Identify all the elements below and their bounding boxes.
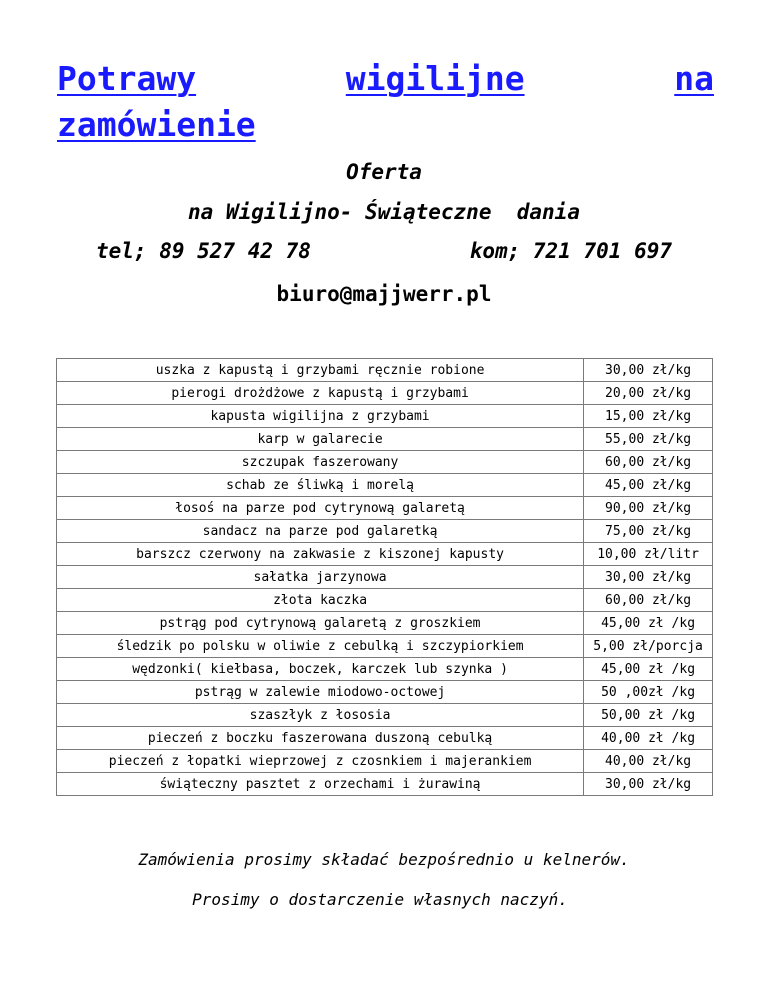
dish-price-cell: 45,00 zł/kg	[584, 474, 713, 497]
dish-name-cell: pstrąg pod cytrynową galaretą z groszkiem	[57, 612, 584, 635]
page-title-line-2: zamówienie	[57, 105, 256, 144]
dish-price-cell: 40,00 zł /kg	[584, 727, 713, 750]
title-word-3: na	[674, 59, 714, 98]
table-row	[57, 382, 713, 405]
dish-price-cell: 30,00 zł/kg	[584, 359, 713, 382]
dish-name-cell: łosoś na parze pod cytrynową galaretą	[57, 497, 584, 520]
page-title-line-1	[57, 56, 714, 102]
offer-heading: Oferta	[346, 160, 422, 184]
dish-name-cell: wędzonki( kiełbasa, boczek, karczek lub szynka )	[57, 658, 584, 681]
dish-price-cell: 55,00 zł/kg	[584, 428, 713, 451]
dish-price-cell: 50 ,00zł /kg	[584, 681, 713, 704]
table-row	[57, 704, 713, 727]
dish-price-cell: 15,00 zł/kg	[584, 405, 713, 428]
table-row	[57, 635, 713, 658]
dish-name-cell: uszka z kapustą i grzybami ręcznie robione	[57, 359, 584, 382]
dish-price-cell: 60,00 zł/kg	[584, 589, 713, 612]
table-row	[57, 612, 713, 635]
table-row	[57, 543, 713, 566]
dish-price-cell: 90,00 zł/kg	[584, 497, 713, 520]
dish-name-cell: karp w galarecie	[57, 428, 584, 451]
dish-price-cell: 40,00 zł/kg	[584, 750, 713, 773]
footer-note-ordering: Zamówienia prosimy składać bezpośrednio u kelnerów.	[138, 850, 630, 869]
table-row	[57, 589, 713, 612]
table-row	[57, 520, 713, 543]
mobile-number: kom; 721 701 697	[469, 239, 672, 263]
dish-name-cell: schab ze śliwką i morelą	[57, 474, 584, 497]
email-address[interactable]: biuro@majjwerr.pl	[276, 282, 492, 306]
table-row	[57, 681, 713, 704]
dish-name-cell: pieczeń z łopatki wieprzowej z czosnkiem i majerankiem	[57, 750, 584, 773]
table-row	[57, 750, 713, 773]
page-title[interactable]	[57, 56, 714, 148]
dish-price-cell: 45,00 zł /kg	[584, 658, 713, 681]
table-row	[57, 428, 713, 451]
dish-price-cell: 20,00 zł/kg	[584, 382, 713, 405]
table-row	[57, 727, 713, 750]
table-row	[57, 359, 713, 382]
dish-name-cell: świąteczny pasztet z orzechami i żurawiną	[57, 773, 584, 796]
dish-name-cell: szczupak faszerowany	[57, 451, 584, 474]
dish-name-cell: pieczeń z boczku faszerowana duszoną cebulką	[57, 727, 584, 750]
dish-name-cell: szaszłyk z łososia	[57, 704, 584, 727]
menu-table	[56, 358, 713, 796]
phone-number: tel; 89 527 42 78	[96, 239, 311, 263]
dish-name-cell: sałatka jarzynowa	[57, 566, 584, 589]
table-row	[57, 497, 713, 520]
footer-note-containers: Prosimy o dostarczenie własnych naczyń.	[192, 890, 568, 909]
menu-table-body	[57, 359, 713, 796]
offer-subtitle: na Wigilijno- Świąteczne dania	[188, 200, 580, 224]
title-word-2: wigilijne	[345, 59, 525, 98]
dish-price-cell: 30,00 zł/kg	[584, 773, 713, 796]
dish-price-cell: 45,00 zł /kg	[584, 612, 713, 635]
title-word-1: Potrawy	[57, 59, 197, 98]
dish-price-cell: 60,00 zł/kg	[584, 451, 713, 474]
dish-price-cell: 5,00 zł/porcja	[584, 635, 713, 658]
contact-phones	[96, 239, 672, 263]
dish-name-cell: kapusta wigilijna z grzybami	[57, 405, 584, 428]
dish-name-cell: pierogi drożdżowe z kapustą i grzybami	[57, 382, 584, 405]
table-row	[57, 451, 713, 474]
dish-name-cell: śledzik po polsku w oliwie z cebulką i szczypiorkiem	[57, 635, 584, 658]
table-row	[57, 773, 713, 796]
dish-price-cell: 30,00 zł/kg	[584, 566, 713, 589]
table-row	[57, 405, 713, 428]
dish-price-cell: 50,00 zł /kg	[584, 704, 713, 727]
table-row	[57, 566, 713, 589]
dish-price-cell: 75,00 zł/kg	[584, 520, 713, 543]
dish-name-cell: złota kaczka	[57, 589, 584, 612]
dish-name-cell: barszcz czerwony na zakwasie z kiszonej kapusty	[57, 543, 584, 566]
dish-name-cell: sandacz na parze pod galaretką	[57, 520, 584, 543]
dish-name-cell: pstrąg w zalewie miodowo-octowej	[57, 681, 584, 704]
dish-price-cell: 10,00 zł/litr	[584, 543, 713, 566]
table-row	[57, 658, 713, 681]
table-row	[57, 474, 713, 497]
